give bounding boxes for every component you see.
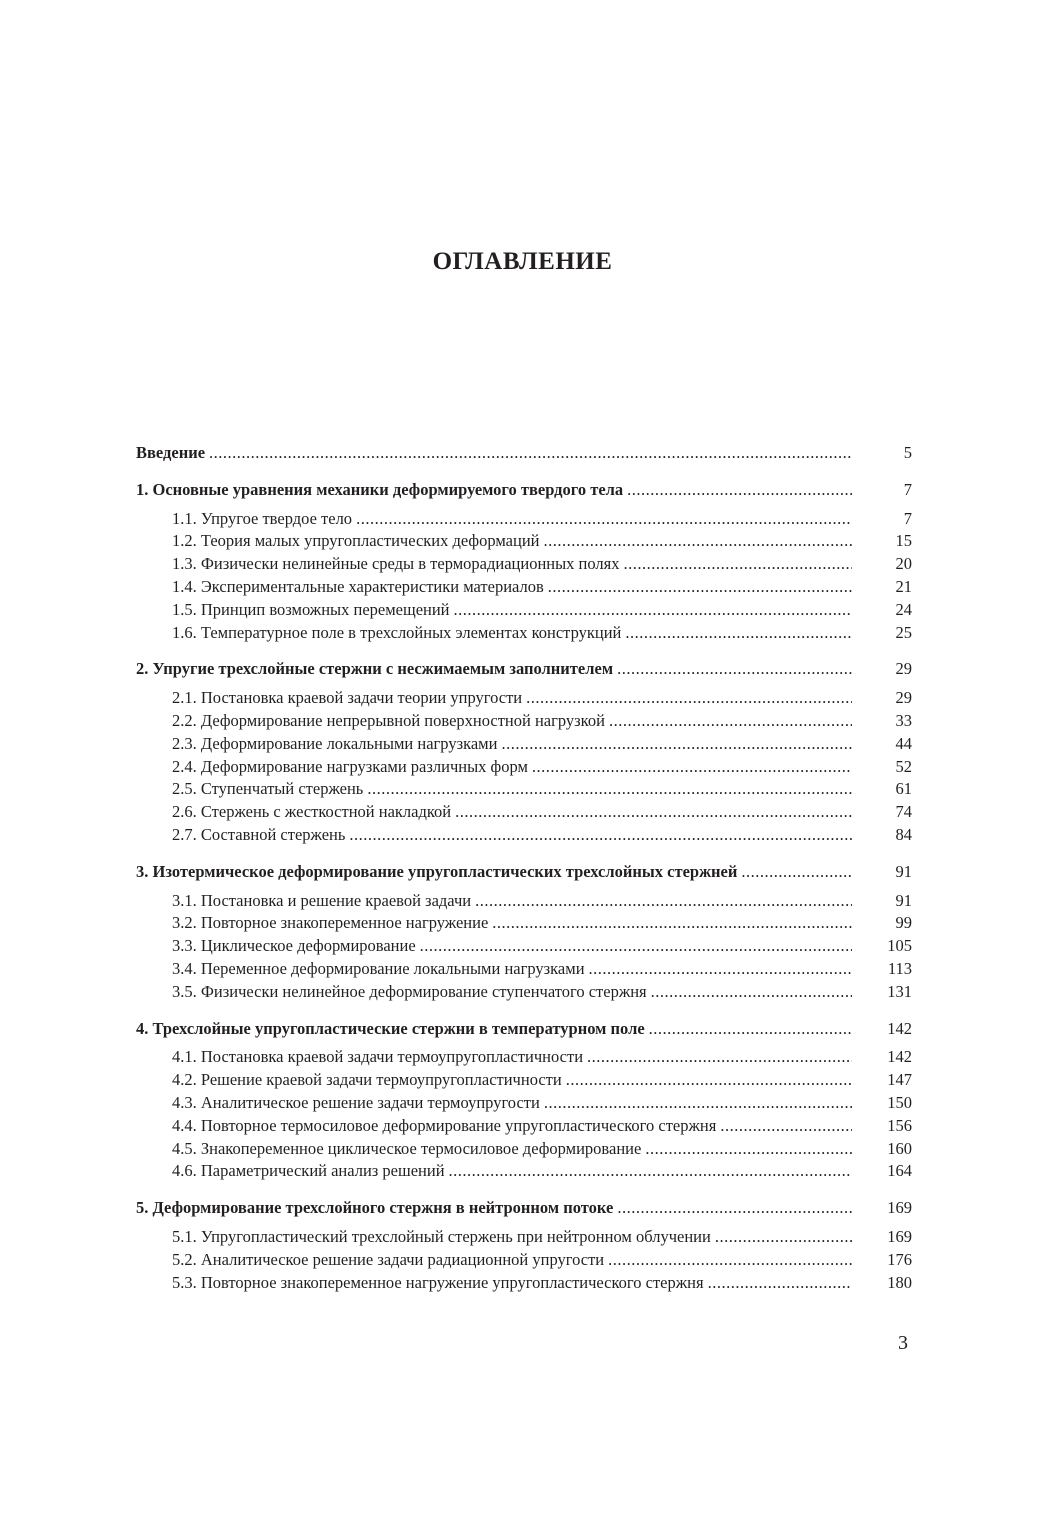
toc-subsection-entry[interactable]	[136, 1160, 912, 1183]
toc-entry-page: 52	[895, 756, 912, 776]
dot-leader	[501, 733, 852, 756]
toc-entry-page: 169	[887, 1198, 912, 1218]
dot-leader	[617, 1197, 852, 1220]
dot-leader	[741, 861, 852, 884]
toc-entry-label: 1.4. Экспериментальные характеристики материалов	[172, 576, 544, 596]
toc-entry-page: 91	[895, 861, 912, 881]
toc-entry-page: 105	[887, 936, 912, 956]
dot-leader	[544, 530, 853, 553]
toc-entry-label: 1. Основные уравнения механики деформируемого твердого тела	[136, 479, 624, 499]
toc-subsection-entry[interactable]	[136, 801, 912, 824]
toc-subsection-entry[interactable]	[136, 912, 912, 935]
toc-subsection-entry[interactable]	[136, 1226, 912, 1249]
dot-leader	[544, 1092, 852, 1115]
page-number: 3	[898, 1332, 908, 1354]
toc-subsection-entry[interactable]	[136, 778, 912, 801]
toc-entry-label: 1.1. Упругое твердое тело	[172, 508, 353, 528]
toc-entry-label: 3. Изотермическое деформирование упругопластических трехслойных стержней	[136, 861, 738, 881]
toc-subsection-entry[interactable]	[136, 1138, 912, 1161]
dot-leader	[454, 599, 852, 622]
toc-subsection-entry[interactable]	[136, 576, 912, 599]
toc-entry-page: 147	[887, 1070, 912, 1090]
toc-section-1	[136, 479, 912, 645]
toc-entry-label: Введение	[136, 443, 206, 462]
toc-subsection-entry[interactable]	[136, 530, 912, 553]
toc-section-3	[136, 861, 912, 1004]
toc-entry-label: 4.6. Параметрический анализ решений	[172, 1161, 445, 1181]
dot-leader	[708, 1272, 852, 1295]
dot-leader	[492, 912, 852, 935]
toc-entry-label: 5.2. Аналитическое решение задачи радиационной упругости	[172, 1249, 605, 1269]
toc-entry-label: 4.1. Постановка краевой задачи термоупругопластичности	[172, 1047, 584, 1067]
toc-chapter-entry[interactable]	[136, 479, 912, 502]
toc-entry-page: 29	[895, 659, 912, 679]
toc-entry-label: 1.2. Теория малых упругопластических деформаций	[172, 531, 540, 551]
toc-subsection-entry[interactable]	[136, 1046, 912, 1069]
toc-subsection-entry[interactable]	[136, 710, 912, 733]
toc-entry-page: 15	[895, 531, 912, 551]
toc-entry-label: 5.1. Упругопластический трехслойный стержень при нейтронном облучении	[172, 1226, 711, 1246]
toc-entry-label: 5.3. Повторное знакопеременное нагружение упругопластического стержня	[172, 1272, 704, 1292]
toc-entry-label: 1.3. Физически нелинейные среды в терморадиационных полях	[172, 554, 620, 574]
toc-subsection-entry[interactable]	[136, 1249, 912, 1272]
table-of-contents	[136, 442, 912, 1308]
dot-leader	[651, 981, 852, 1004]
toc-subsection-entry[interactable]	[136, 1115, 912, 1138]
dot-leader	[475, 890, 852, 913]
toc-entry-page: 20	[895, 554, 912, 574]
toc-entry-label: 2.2. Деформирование непрерывной поверхностной нагрузкой	[172, 710, 605, 730]
toc-entry-page: 169	[887, 1226, 912, 1246]
toc-subsection-entry[interactable]	[136, 1069, 912, 1092]
toc-subsection-entry[interactable]	[136, 935, 912, 958]
dot-leader	[715, 1226, 852, 1249]
dot-leader	[349, 824, 852, 847]
dot-leader	[589, 958, 852, 981]
toc-subsection-entry[interactable]	[136, 824, 912, 847]
toc-entry-page: 44	[895, 733, 912, 753]
toc-entry-label: 2.3. Деформирование локальными нагрузками	[172, 733, 498, 753]
toc-entry-label: 3.3. Циклическое деформирование	[172, 936, 416, 956]
toc-entry-page: 5	[903, 443, 912, 462]
toc-subsection-entry[interactable]	[136, 622, 912, 645]
dot-leader	[356, 508, 852, 531]
dot-leader	[625, 622, 852, 645]
toc-subsection-entry[interactable]	[136, 1092, 912, 1115]
toc-entry-label: 3.5. Физически нелинейное деформирование ступенчатого стержня	[172, 981, 647, 1001]
toc-chapter-entry[interactable]	[136, 1018, 912, 1041]
toc-entry-page: 142	[887, 1047, 912, 1067]
dot-leader	[532, 756, 852, 779]
toc-entry-label: 2.6. Стержень с жесткостной накладкой	[172, 802, 452, 822]
toc-entry-label: 4.5. Знакопеременное циклическое термосиловое деформирование	[172, 1138, 642, 1158]
toc-entry-page: 7	[903, 479, 912, 499]
dot-leader	[420, 935, 852, 958]
toc-entry-page: 113	[887, 958, 912, 978]
toc-entry-label: 3.2. Повторное знакопеременное нагружение	[172, 913, 489, 933]
toc-entry-label: 3.4. Переменное деформирование локальными нагрузками	[172, 958, 585, 978]
toc-subsection-entry[interactable]	[136, 508, 912, 531]
dot-leader	[608, 1249, 852, 1272]
toc-entry-page: 180	[887, 1272, 912, 1292]
dot-leader	[649, 1018, 852, 1041]
dot-leader	[449, 1160, 852, 1183]
dot-leader	[627, 479, 852, 502]
toc-chapter-entry[interactable]	[136, 1197, 912, 1220]
toc-entry-label: 4. Трехслойные упругопластические стержни в температурном поле	[136, 1018, 645, 1038]
toc-entry-label: 4.2. Решение краевой задачи термоупругопластичности	[172, 1070, 562, 1090]
dot-leader	[617, 658, 852, 681]
toc-entry-label: 3.1. Постановка и решение краевой задачи	[172, 890, 472, 910]
dot-leader	[645, 1138, 852, 1161]
toc-chapter-entry[interactable]	[136, 861, 912, 884]
toc-subsection-entry[interactable]	[136, 599, 912, 622]
dot-leader	[609, 710, 852, 733]
toc-entry-page: 21	[895, 576, 912, 596]
toc-subsection-entry[interactable]	[136, 1272, 912, 1295]
toc-subsection-entry[interactable]	[136, 958, 912, 981]
dot-leader	[548, 576, 852, 599]
toc-intro	[136, 442, 912, 465]
toc-entry-label: 4.3. Аналитическое решение задачи термоупругости	[172, 1092, 540, 1112]
toc-entry-page: 33	[895, 710, 912, 730]
toc-entry-page: 164	[887, 1161, 912, 1181]
page-title: ОГЛАВЛЕНИЕ	[432, 248, 613, 275]
toc-entry-page: 176	[887, 1249, 912, 1269]
toc-chapter-entry[interactable]	[136, 658, 912, 681]
toc-section-5	[136, 1197, 912, 1294]
toc-entry-label: 1.6. Температурное поле в трехслойных элементах конструкций	[172, 622, 622, 642]
toc-section-2	[136, 658, 912, 846]
toc-entry-label: 1.5. Принцип возможных перемещений	[172, 599, 450, 619]
toc-entry-intro[interactable]	[136, 442, 912, 465]
toc-subsection-entry[interactable]	[136, 687, 912, 710]
toc-section-4	[136, 1018, 912, 1184]
dot-leader	[587, 1046, 852, 1069]
toc-entry-page: 25	[895, 622, 912, 642]
dot-leader	[566, 1069, 852, 1092]
toc-subsection-entry[interactable]	[136, 981, 912, 1004]
toc-entry-page: 156	[887, 1115, 912, 1135]
dot-leader	[624, 553, 853, 576]
toc-entry-label: 4.4. Повторное термосиловое деформирование упругопластического стержня	[172, 1115, 717, 1135]
toc-entry-label: 2.7. Составной стержень	[172, 824, 346, 844]
toc-entry-page: 24	[895, 599, 912, 619]
toc-entry-page: 99	[895, 913, 912, 933]
toc-entry-label: 2.5. Ступенчатый стержень	[172, 779, 364, 799]
toc-entry-label: 2.1. Постановка краевой задачи теории упругости	[172, 688, 523, 708]
toc-subsection-entry[interactable]	[136, 733, 912, 756]
toc-entry-page: 7	[903, 508, 912, 528]
toc-entry-label: 2.4. Деформирование нагрузками различных форм	[172, 756, 528, 776]
toc-entry-page: 61	[895, 779, 912, 799]
toc-entry-label: 5. Деформирование трехслойного стержня в нейтронном потоке	[136, 1198, 614, 1218]
dot-leader	[367, 778, 852, 801]
toc-entry-page: 142	[887, 1018, 912, 1038]
toc-entry-page: 84	[895, 824, 912, 844]
toc-entry-page: 29	[895, 688, 912, 708]
toc-subsection-entry[interactable]	[136, 553, 912, 576]
dot-leader	[720, 1115, 852, 1138]
toc-subsection-entry[interactable]	[136, 890, 912, 913]
toc-entry-page: 91	[895, 890, 912, 910]
toc-entry-label: 2. Упругие трехслойные стержни с несжимаемым заполнителем	[136, 659, 614, 679]
dot-leader	[455, 801, 852, 824]
dot-leader	[209, 442, 852, 465]
toc-entry-page: 150	[887, 1092, 912, 1112]
dot-leader	[526, 687, 852, 710]
toc-entry-page: 74	[895, 802, 912, 822]
toc-entry-page: 131	[887, 981, 912, 1001]
toc-entry-page: 160	[887, 1138, 912, 1158]
toc-subsection-entry[interactable]	[136, 756, 912, 779]
